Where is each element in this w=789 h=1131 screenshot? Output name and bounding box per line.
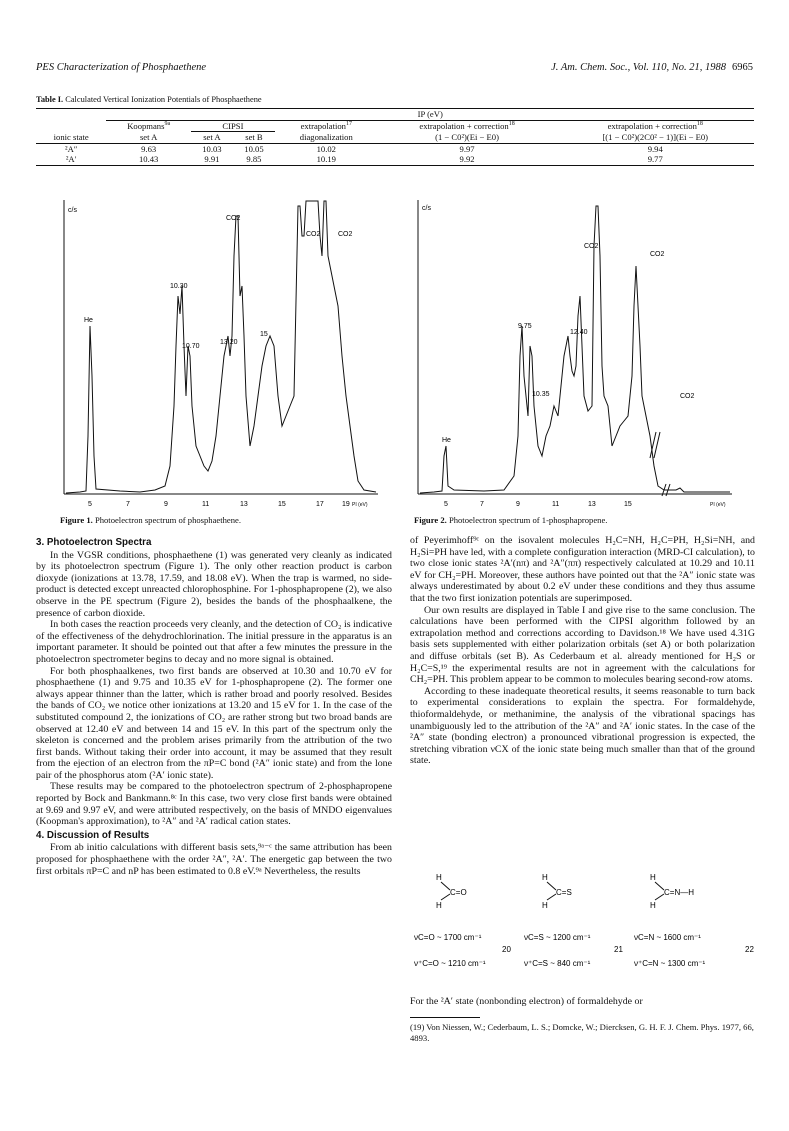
th-correction-2-formula: [(1 − C0²)(2C0² − 1)](Ei − E0)	[602, 131, 709, 142]
vibration-frequencies	[414, 933, 754, 968]
svg-text:7: 7	[126, 501, 130, 508]
thioformaldehyde-structure	[542, 873, 572, 910]
th-diagonalization: diagonalization	[299, 131, 353, 142]
th-ionic-state: ionic state	[53, 131, 89, 142]
svg-text:ν⁺C=O ~ 1210 cm⁻¹: ν⁺C=O ~ 1210 cm⁻¹	[414, 959, 486, 968]
molecule-structures	[410, 870, 755, 990]
svg-text:5: 5	[444, 501, 448, 508]
table-row: ²A′ 10.43 9.91 9.85 10.19 9.92 9.77	[36, 154, 754, 165]
x-unit: PI (eV)	[352, 502, 368, 508]
svg-text:11: 11	[202, 501, 210, 508]
svg-text:5: 5	[88, 501, 92, 508]
svg-text:C=N—H: C=N—H	[664, 888, 695, 897]
svg-text:CO2: CO2	[650, 251, 665, 258]
right-column	[410, 535, 755, 767]
axis-break	[650, 432, 670, 496]
svg-text:21: 21	[614, 945, 623, 954]
x-tick-labels	[88, 501, 350, 508]
th-cipsi: CIPSI	[191, 120, 275, 132]
paragraph: From ab initio calculations with different basis sets,⁹ᵃ⁻ᶜ the same attribution has been proposed for phosphaethene with the order ²A″, ²A′. The energetic gap between the two first orbitals πP=C and nP has been estimated to 0.8 eV.⁹ᵃ Nevertheless, the results	[36, 842, 392, 877]
figure-2-caption: Figure 2. Photoelectron spectrum of 1-phosphapropene.	[414, 515, 608, 525]
svg-text:7: 7	[480, 501, 484, 508]
running-header-journal	[551, 62, 753, 73]
th-correction-2: extrapolation + correction$^{18}$	[607, 120, 703, 131]
svg-text:10.35: 10.35	[532, 391, 550, 398]
svg-text:15: 15	[260, 331, 268, 338]
paragraph: These results may be compared to the photoelectron spectrum of 2-phosphapropene reported by Bock and Bankmann.⁸ᶜ In this case, two very close first bands were obtained at 9.69 and 9.97 eV, and were attributed respectively, on the basis of MNDO eigenvalues (Koopman's approximation), to ²A″ and ²A′ radical cation states.	[36, 781, 392, 828]
svg-text:CO2: CO2	[306, 231, 321, 238]
th-cipsi-set-b: set B	[245, 132, 263, 142]
paragraph: For both phosphaalkenes, two first bands are observed at 10.30 and 10.70 eV for phosphaethene (1) and 9.75 and 10.35 eV for 1-phosphapropene (2). The former one always appear thinner than the latter, which is rather broad and poorly resolved. Besides the bands of CO₂ we notice other ionizations at 13.20 and 15 eV for 1. In the case of the substituted compound 2, the ionizations of CO₂ are rather strong but two broad bands are observed at 12.40 eV and between 14 and 15 eV. In this part of the spectrum only the skeleton is concerned and the problem arises primarily from the attribution of the two first bands. Without taking their order into account, it may be assumed that they result from the ejection of an electron from the πP=C bond (²A″ ionic state) and from the lone pair of the phosphorus atom (²A′ ionic state).	[36, 665, 392, 781]
svg-text:He: He	[84, 317, 93, 324]
th-cipsi-set-a: set A	[203, 132, 221, 142]
paragraph: of Peyerimhoff⁹ᶜ on the isovalent molecules H₂C=NH, H₂C=PH, H₂Si=NH, and H₂Si=PH have led, with a complete configuration interaction (MRD-CI calculation), to two close ionic states ²A′(nπ) and ²A″(ππ) respectively calculated at 10.29 and 10.11 eV for CH₂=PH. Moreover, these authors have pointed out that the ²A″ ionic state was always underestimated by about 0.2 eV under these conditions and they thus assume that the two first ionization potentials are superimposed.	[410, 535, 755, 604]
section-3-heading: 3. Photoelectron Spectra	[36, 537, 152, 548]
formaldehyde-structure	[436, 873, 467, 910]
svg-text:9: 9	[164, 501, 168, 508]
methanimine-structure	[650, 873, 694, 910]
footnote-rule	[410, 1017, 480, 1018]
svg-text:C=O: C=O	[450, 888, 467, 897]
figure-1-caption: Figure 1. Photoelectron spectrum of phosphaethene.	[60, 515, 241, 525]
right-column-continued	[410, 996, 755, 1008]
svg-text:H: H	[650, 873, 656, 882]
svg-text:13: 13	[240, 501, 248, 508]
svg-text:10.70: 10.70	[182, 343, 200, 350]
svg-text:15: 15	[624, 501, 632, 508]
spectrum-trace	[420, 206, 730, 493]
svg-text:19: 19	[342, 501, 350, 508]
svg-text:H: H	[436, 873, 442, 882]
svg-text:C=S: C=S	[556, 888, 572, 897]
svg-text:CO2: CO2	[226, 215, 241, 222]
spectrum-trace	[66, 201, 376, 493]
svg-text:17: 17	[316, 501, 324, 508]
svg-text:ν⁺C=S ~ 840 cm⁻¹: ν⁺C=S ~ 840 cm⁻¹	[524, 959, 591, 968]
svg-text:νC=N ~ 1600 cm⁻¹: νC=N ~ 1600 cm⁻¹	[634, 933, 701, 942]
svg-text:9.75: 9.75	[518, 323, 532, 330]
running-header-title: PES Characterization of Phosphaethene	[36, 62, 207, 73]
table-title: Calculated Vertical Ionization Potentials of Phosphaethene	[65, 95, 262, 104]
th-correction-1: extrapolation + correction$^{18}$	[419, 120, 515, 131]
paragraph: For the ²A′ state (nonbonding electron) of formaldehyde or	[410, 996, 643, 1007]
y-axis-label: c/s	[422, 205, 431, 212]
th-correction-1-formula: (1 − C0²)(Ei − E0)	[435, 131, 499, 142]
table-row: ²A″ 9.63 10.03 10.05 10.02 9.97 9.94	[65, 143, 663, 154]
th-extrapolation: extrapolation$^{17}$	[300, 120, 352, 131]
table-label: Table I.	[36, 95, 64, 104]
svg-text:H: H	[542, 901, 548, 910]
svg-text:CO2: CO2	[680, 393, 695, 400]
table-caption	[36, 95, 262, 104]
svg-text:CO2: CO2	[338, 231, 353, 238]
paragraph: Our own results are displayed in Table I and give rise to the same conclusion. The calculations have been performed with the CIPSI algorithm followed by an extrapolation method and corrections according to Davidson.¹⁸ We have used 4.31G basis sets supplemented with either polarization orbitals (set A) or both polarization and diffuse orbitals (set B). As Cederbaum et al. already mentioned for H₂S or H₂C=S,¹⁹ the experimental results are not in agreement with the calculations for CH₂=PH. This problem appear to be common to molecules bearing second-row atoms.	[410, 604, 755, 686]
th-koopmans: Koopmans$^{9a}$	[127, 120, 171, 131]
svg-text:11: 11	[552, 501, 560, 508]
x-tick-labels	[444, 501, 632, 508]
paragraph: According to these inadequate theoretical results, it seems reasonable to turn back to experimental considerations to explain the spectra. For formaldehyde, thioformaldehyde, or methanimine, the analysis of the vibrational spacings has unambiguously led to the attribution of the ²A″ and ²A′ ionic states. In the case of the ²A″ state (bonding electron) a pronounced vibrational progression is expected, the stretching vibration νCX of the ionic state being much smaller than that of the ground state.	[410, 685, 755, 767]
ionization-potential-table	[36, 108, 754, 166]
svg-text:H: H	[542, 873, 548, 882]
y-axis-label: c/s	[68, 207, 77, 214]
svg-text:H: H	[650, 901, 656, 910]
svg-text:νC=S ~ 1200 cm⁻¹: νC=S ~ 1200 cm⁻¹	[524, 933, 591, 942]
svg-text:13: 13	[588, 501, 596, 508]
paragraph: In both cases the reaction proceeds very cleanly, and the detection of CO₂ is indicative of the effectiveness of the dehydrochlorination. The initial pressure in the apparatus is an important parameter. It should be pointed out that after a few minutes the pressure in the photoelectron spectrometer begins to decay and no more signal is obtained.	[36, 619, 392, 665]
svg-text:12.40: 12.40	[570, 329, 588, 336]
svg-text:10.30: 10.30	[170, 283, 188, 290]
svg-text:15: 15	[278, 501, 286, 508]
x-unit: PI (eV)	[710, 502, 726, 508]
paragraph: In the VGSR conditions, phosphaethene (1) was generated very cleanly as indicated by its photoelectron spectrum (Figure 1). The only other reaction product is carbon dioxyde (ionizations at 13.78, 17.59, and 18.08 eV). When the trap is warmed, no side-product is detected except unreacted chlorophosphine. For 1-phosphapropene (2), we also observe in the PE spectrum (Figure 2), besides the bands of the phosphaalkene, the presence of carbon dioxide.	[36, 549, 392, 619]
svg-text:CO2: CO2	[584, 243, 599, 250]
left-column	[36, 535, 392, 877]
footnote: (19) Von Niessen, W.; Cederbaum, L. S.; Domcke, W.; Diercksen, G. H. F. J. Chem. Phys. 1977, 66, 4893.	[410, 1022, 754, 1043]
svg-text:He: He	[442, 437, 451, 444]
svg-text:9: 9	[516, 501, 520, 508]
svg-text:νC=O ~ 1700 cm⁻¹: νC=O ~ 1700 cm⁻¹	[414, 933, 482, 942]
svg-text:13.20: 13.20	[220, 339, 238, 346]
svg-text:H: H	[436, 901, 442, 910]
svg-text:ν⁺C=N ~ 1300 cm⁻¹: ν⁺C=N ~ 1300 cm⁻¹	[634, 959, 706, 968]
svg-text:20: 20	[502, 945, 511, 954]
figure-2-spectrum	[414, 196, 734, 508]
page-number: 6965	[732, 62, 753, 73]
svg-text:22: 22	[745, 945, 754, 954]
ip-header: IP (eV)	[106, 109, 754, 121]
journal-citation: J. Am. Chem. Soc., Vol. 110, No. 21, 1988	[551, 62, 726, 73]
section-4-heading: 4. Discussion of Results	[36, 829, 150, 841]
peak-labels	[84, 215, 353, 350]
th-koopmans-set: set A	[139, 131, 158, 142]
figure-1-spectrum	[60, 196, 380, 508]
